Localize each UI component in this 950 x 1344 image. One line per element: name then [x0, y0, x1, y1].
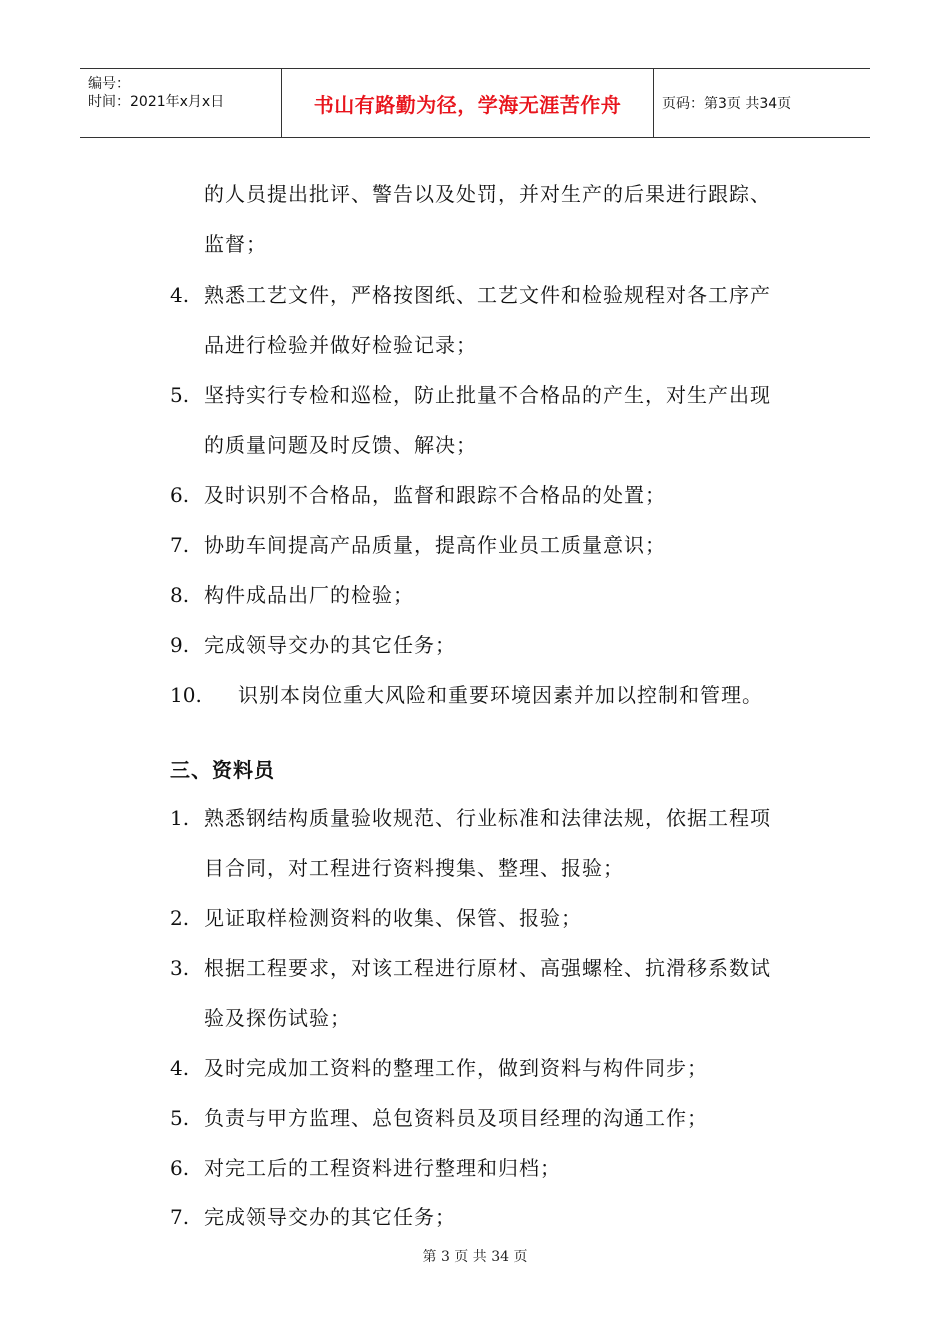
list-item-text: 坚持实行专检和巡检，防止批量不合格品的产生，对生产出现 — [204, 383, 771, 407]
list-item-number: 2. — [170, 906, 190, 930]
page-footer: 第 3 页 共 34 页 — [422, 1249, 528, 1265]
list-item-text: 熟悉工艺文件，严格按图纸、工艺文件和检验规程对各工序产 — [204, 283, 771, 307]
header-motto: 书山有路勤为径，学海无涯苦作舟 — [313, 92, 622, 117]
list-item-text: 对完工后的工程资料进行整理和归档； — [204, 1156, 561, 1180]
list-item-number: 1. — [170, 806, 190, 830]
list-item-text: 及时识别不合格品，监督和跟踪不合格品的处置； — [204, 483, 666, 507]
list-item-text: 品进行检验并做好检验记录； — [204, 333, 477, 357]
header-page-cell — [654, 69, 870, 137]
list-item-number: 5. — [170, 383, 190, 407]
list-item-text: 协助车间提高产品质量，提高作业员工质量意识； — [204, 533, 666, 557]
header-motto-cell — [282, 69, 654, 137]
list-item-text: 识别本岗位重大风险和重要环境因素并加以控制和管理。 — [238, 683, 763, 707]
list-item-text: 的质量问题及时反馈、解决； — [204, 433, 477, 457]
list-item-text: 根据工程要求，对该工程进行原材、高强螺栓、抗滑移系数试 — [204, 956, 771, 980]
paragraph-line: 监督； — [204, 232, 267, 256]
list-item-number: 8. — [170, 583, 190, 607]
header-meta-cell — [80, 69, 282, 137]
list-item-text: 验及探伤试验； — [204, 1006, 351, 1030]
list-item-text: 见证取样检测资料的收集、保管、报验； — [204, 906, 582, 930]
list-item-text: 完成领导交办的其它任务； — [204, 1205, 456, 1229]
document-code-label: 编号： — [88, 76, 130, 92]
list-item-number: 3. — [170, 956, 190, 980]
list-item-text: 及时完成加工资料的整理工作，做到资料与构件同步； — [204, 1056, 708, 1080]
section-heading: 三、资料员 — [170, 758, 275, 782]
list-item-number: 4. — [170, 1056, 190, 1080]
list-item-text: 熟悉钢结构质量验收规范、行业标准和法律法规，依据工程项 — [204, 806, 771, 830]
header-page-info: 页码：第3页 共34页 — [662, 96, 792, 112]
list-item-text: 构件成品出厂的检验； — [204, 583, 414, 607]
page-header — [80, 68, 870, 138]
paragraph-line: 的人员提出批评、警告以及处罚，并对生产的后果进行跟踪、 — [204, 182, 771, 206]
list-item-number: 6. — [170, 1156, 190, 1180]
list-item-number: 4. — [170, 283, 190, 307]
list-item-number: 7. — [170, 1205, 190, 1229]
list-item-text: 目合同，对工程进行资料搜集、整理、报验； — [204, 856, 624, 880]
list-item-number: 6. — [170, 483, 190, 507]
list-item-text: 负责与甲方监理、总包资料员及项目经理的沟通工作； — [204, 1106, 708, 1130]
list-item-number: 10. — [170, 683, 202, 707]
list-item-number: 9. — [170, 633, 190, 657]
list-item-number: 7. — [170, 533, 190, 557]
list-item-text: 完成领导交办的其它任务； — [204, 633, 456, 657]
list-item-number: 5. — [170, 1106, 190, 1130]
document-time-label: 时间：2021年x月x日 — [88, 94, 225, 110]
